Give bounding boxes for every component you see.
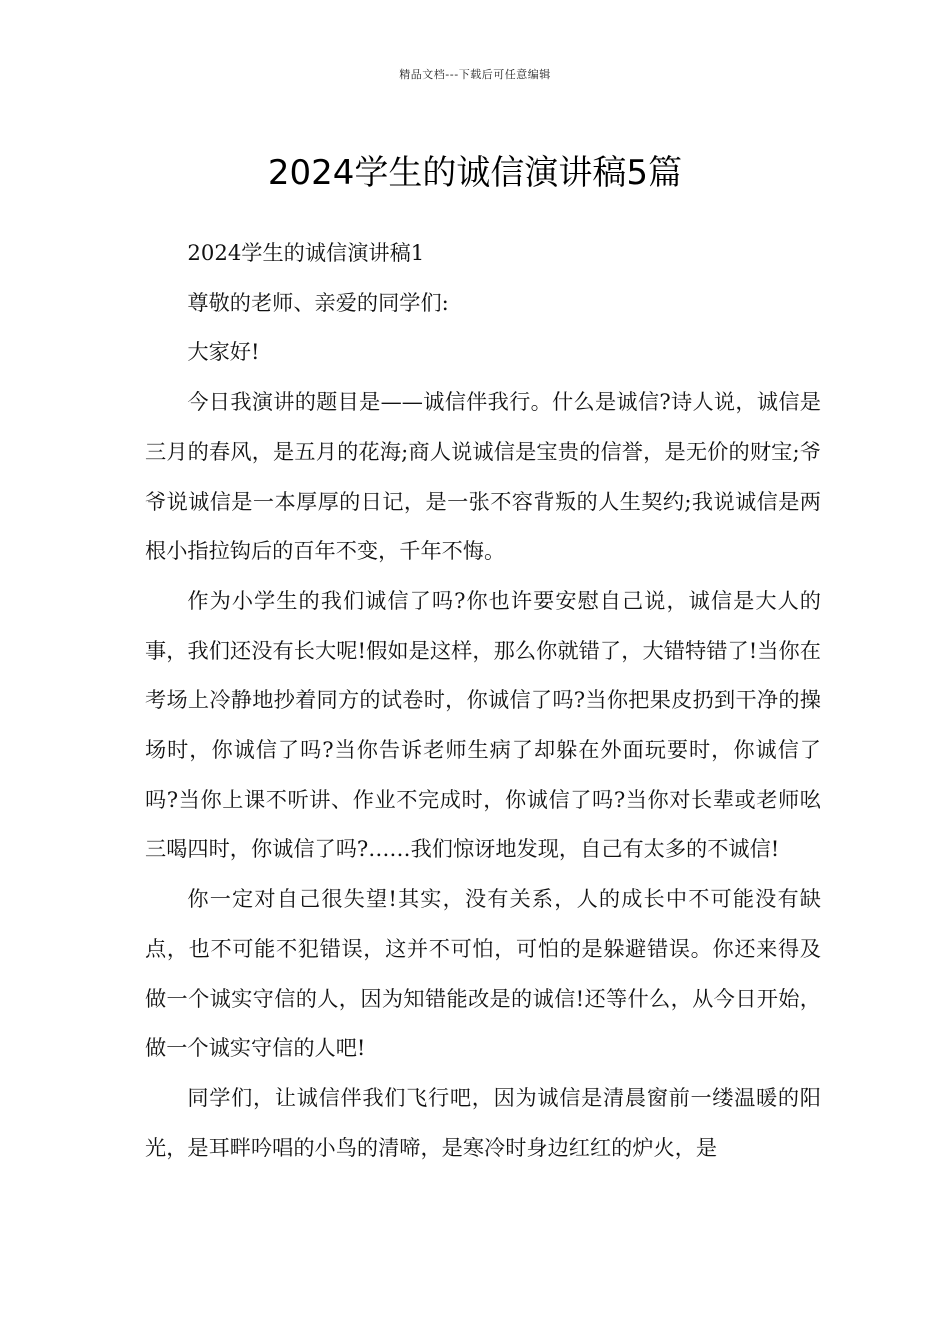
body-paragraph: 今日我演讲的题目是——诚信伴我行。什么是诚信?诗人说，诚信是三月的春风，是五月的花海;商人说诚信是宝贵的信誉，是无价的财宝;爷爷说诚信是一本厚厚的日记，是一张不容背叛的人生契约;我说诚信是两根小指拉钩后的百年不变，千年不悔。 (145, 389, 821, 564)
greeting: 大家好! (187, 339, 260, 365)
section-heading: 2024学生的诚信演讲稿1 (187, 240, 425, 265)
body-paragraph: 同学们，让诚信伴我们飞行吧，因为诚信是清晨窗前一缕温暖的阳光，是耳畔吟唱的小鸟的清啼，是寒冷时身边红红的炉火，是 (145, 1084, 821, 1160)
document-title: 2024学生的诚信演讲稿5篇 (267, 152, 683, 193)
body-paragraph: 你一定对自己很失望!其实，没有关系，人的成长中不可能没有缺点，也不可能不犯错误，这并不可怕，可怕的是躲避错误。你还来得及做一个诚实守信的人，因为知错能改是的诚信!还等什么，从今日开始，做一个诚实守信的人吧! (145, 886, 821, 1061)
document-body (145, 228, 821, 1172)
body-paragraph: 作为小学生的我们诚信了吗?你也许要安慰自己说，诚信是大人的事，我们还没有长大呢!假如是这样，那么你就错了，大错特错了!当你在考场上冷静地抄着同方的试卷时，你诚信了吗?当你把果皮扔到干净的操场时，你诚信了吗?当你告诉老师生病了却躲在外面玩要时，你诚信了吗?当你上课不听讲、作业不完成时，你诚信了吗?当你对长辈或老师吆三喝四时，你诚信了吗?……我们惊讶地发现，自己有太多的不诚信! (145, 587, 821, 862)
salutation: 尊敬的老师、亲爱的同学们: (187, 289, 449, 315)
header-note: 精品文档---下载后可任意编辑 (399, 68, 551, 81)
